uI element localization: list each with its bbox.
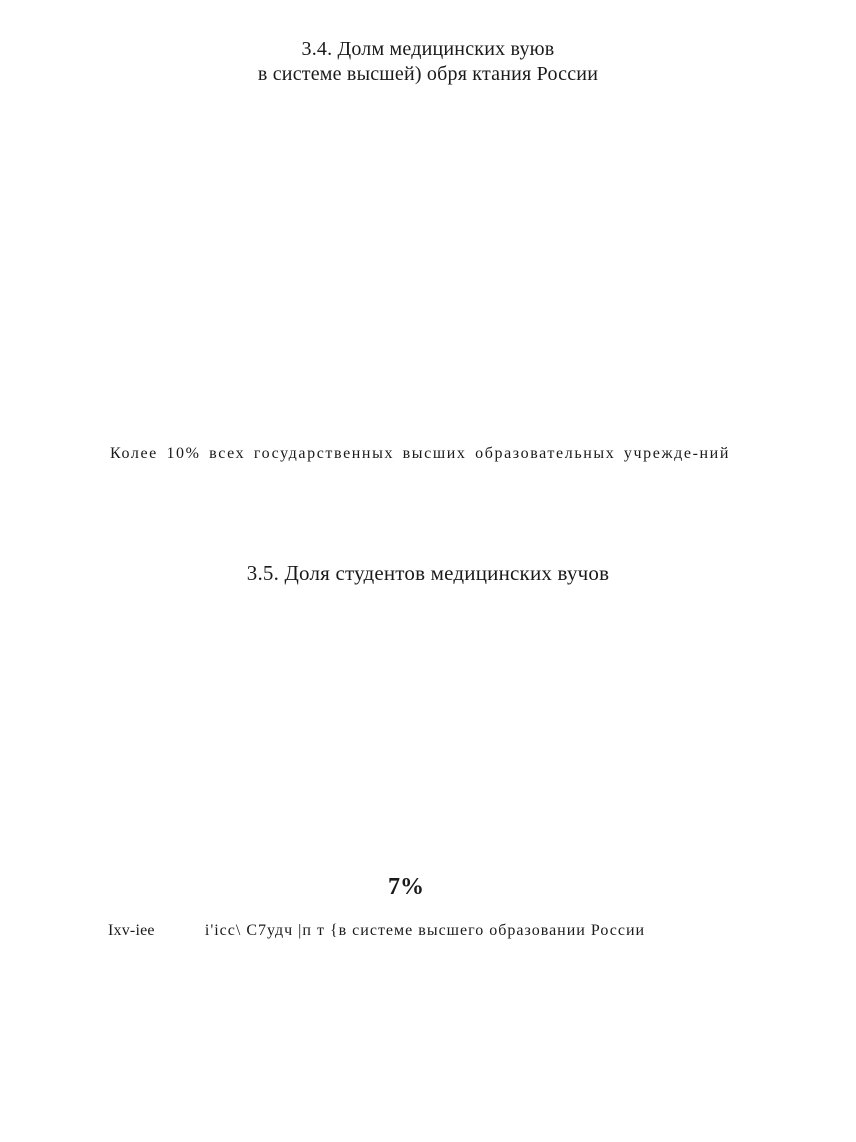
figure-percentage-value: 7% (388, 874, 424, 900)
caption-rest: i'icc\ С7удч |п т {в системе высшего образовании России (204, 922, 646, 939)
paragraph-medical-universities-share: Колее 10% всех государственных высших образовательных учрежде-ний (110, 445, 730, 462)
caption-lead: Ixv-iee (108, 922, 155, 939)
figure-caption (108, 920, 645, 942)
section-3-4-title-line2: в системе высшей) обря ктания России (257, 63, 599, 85)
section-3-4-title (0, 37, 856, 87)
section-3-5-title: 3.5. Доля студентов медицинских вучов (246, 561, 610, 585)
section-3-4-title-line1: 3.4. Долм медицинских вуюв (301, 38, 555, 60)
